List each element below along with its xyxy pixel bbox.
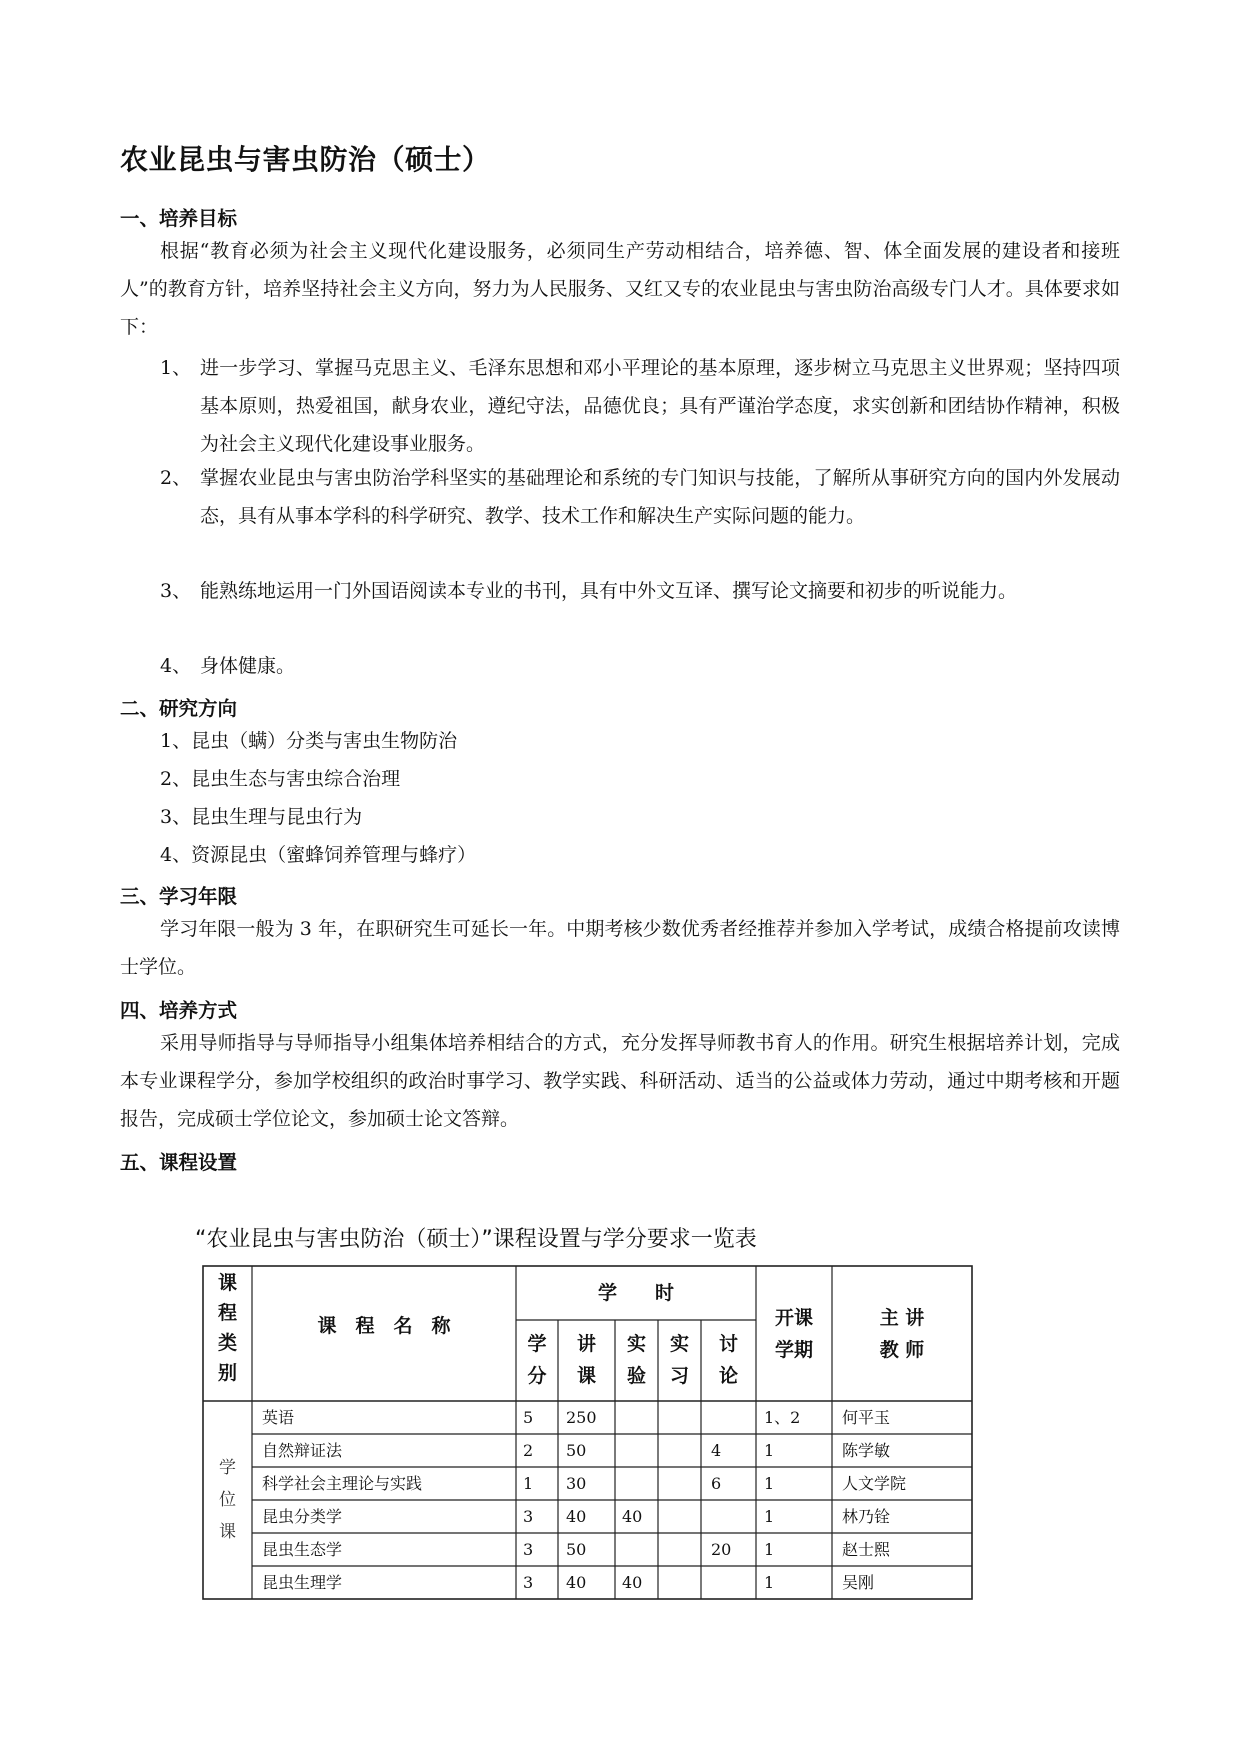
header-discussion: 讨 论 [718, 1333, 738, 1387]
cell-semester: 1 [764, 1573, 775, 1592]
cell-discussion: 4 [711, 1441, 722, 1460]
header-hours: 学 时 [597, 1282, 674, 1304]
cell-experiment: 40 [622, 1507, 643, 1526]
cell-course-name: 昆虫分类学 [262, 1507, 343, 1526]
cell-lecture: 30 [566, 1474, 587, 1493]
goal-item-text: 能熟练地运用一门外国语阅读本专业的书刊，具有中外文互译、撰写论文摘要和初步的听说能力。 [200, 580, 1018, 602]
duration-text: 学习年限一般为 3 年，在职研究生可延长一年。中期考核少数优秀者经推荐并参加入学考试，成绩合格提前攻读博士学位。 [120, 918, 1120, 978]
cell-teacher: 赵士熙 [842, 1540, 891, 1559]
header-credits: 学 分 [527, 1333, 547, 1387]
research-item: 4、资源昆虫（蜜蜂饲养管理与蜂疗） [160, 844, 477, 866]
goal-item-text: 掌握农业昆虫与害虫防治学科坚实的基础理论和系统的专门知识与技能，了解所从事研究方向的国内外发展动态，具有从事本学科的科学研究、教学、技术工作和解决生产实际问题的能力。 [200, 467, 1120, 527]
cell-course-name: 昆虫生态学 [262, 1540, 343, 1559]
cell-lecture: 250 [566, 1408, 597, 1427]
table-title: “农业昆虫与害虫防治（硕士）”课程设置与学分要求一览表 [195, 1227, 757, 1252]
header-course-name: 课 程 名 称 [317, 1315, 451, 1337]
cell-semester: 1、2 [764, 1408, 801, 1427]
cell-teacher: 吴刚 [842, 1573, 875, 1592]
goals-intro: 根据“教育必须为社会主义现代化建设服务，必须同生产劳动相结合，培养德、智、体全面发展的建设者和接班人”的教育方针，培养坚持社会主义方向，努力为人民服务、又红又专的农业昆虫与害虫防治高级专门人才。具体要求如下： [120, 240, 1120, 338]
research-item: 1、昆虫（螨）分类与害虫生物防治 [160, 730, 458, 752]
cell-credits: 3 [523, 1573, 534, 1592]
research-item: 2、昆虫生态与害虫综合治理 [160, 768, 401, 790]
cell-credits: 3 [523, 1507, 534, 1526]
cell-lecture: 40 [566, 1573, 587, 1592]
cell-course-name: 科学社会主理论与实践 [262, 1474, 423, 1493]
cell-teacher: 陈学敏 [842, 1441, 891, 1460]
header-course-category: 课 程 类 别 [217, 1272, 237, 1384]
goal-item-number: 2、 [160, 467, 192, 489]
category-degree-course: 学 位 课 [219, 1458, 236, 1542]
header-teacher: 主 讲 教 师 [879, 1307, 925, 1361]
goal-item-text: 身体健康。 [200, 655, 296, 677]
research-item: 3、昆虫生理与昆虫行为 [160, 806, 363, 828]
section-heading-research: 二、研究方向 [120, 697, 238, 720]
cell-semester: 1 [764, 1441, 775, 1460]
cell-experiment: 40 [622, 1573, 643, 1592]
cell-teacher: 何平玉 [842, 1408, 891, 1427]
cell-teacher: 人文学院 [842, 1474, 907, 1493]
training-text: 采用导师指导与导师指导小组集体培养相结合的方式，充分发挥导师教书育人的作用。研究生根据培养计划，完成本专业课程学分，参加学校组织的政治时事学习、教学实践、科研活动、适当的公益或体力劳动，通过中期考核和开题报告，完成硕士学位论文，参加硕士论文答辩。 [120, 1032, 1120, 1130]
cell-discussion: 6 [711, 1474, 722, 1493]
section-heading-courses: 五、课程设置 [120, 1151, 238, 1174]
cell-course-name: 昆虫生理学 [262, 1573, 343, 1592]
cell-course-name: 英语 [262, 1408, 295, 1427]
header-experiment: 实 验 [626, 1333, 646, 1387]
cell-semester: 1 [764, 1507, 775, 1526]
header-semester: 开课 学期 [774, 1307, 813, 1361]
goal-item-number: 1、 [160, 357, 192, 379]
cell-credits: 2 [523, 1441, 534, 1460]
cell-semester: 1 [764, 1540, 775, 1559]
cell-semester: 1 [764, 1474, 775, 1493]
cell-teacher: 林乃铨 [842, 1507, 891, 1526]
document-title: 农业昆虫与害虫防治（硕士） [120, 143, 491, 176]
cell-lecture: 50 [566, 1441, 587, 1460]
cell-credits: 3 [523, 1540, 534, 1559]
section-heading-duration: 三、学习年限 [120, 885, 238, 908]
cell-course-name: 自然辩证法 [262, 1441, 343, 1460]
section-heading-goals: 一、培养目标 [120, 207, 238, 230]
goal-item-number: 4、 [160, 655, 192, 677]
header-lecture: 讲 课 [576, 1333, 596, 1387]
goal-item-number: 3、 [160, 580, 192, 602]
goal-item-text: 进一步学习、掌握马克思主义、毛泽东思想和邓小平理论的基本原理，逐步树立马克思主义世界观；坚持四项基本原则，热爱祖国，献身农业，遵纪守法，品德优良；具有严谨治学态度，求实创新和团结协作精神，积极为社会主义现代化建设事业服务。 [200, 357, 1120, 455]
section-heading-training: 四、培养方式 [120, 999, 238, 1022]
header-practice: 实 习 [669, 1333, 689, 1387]
cell-discussion: 20 [711, 1540, 732, 1559]
cell-lecture: 50 [566, 1540, 587, 1559]
cell-credits: 5 [523, 1408, 534, 1427]
cell-credits: 1 [523, 1474, 534, 1493]
cell-lecture: 40 [566, 1507, 587, 1526]
